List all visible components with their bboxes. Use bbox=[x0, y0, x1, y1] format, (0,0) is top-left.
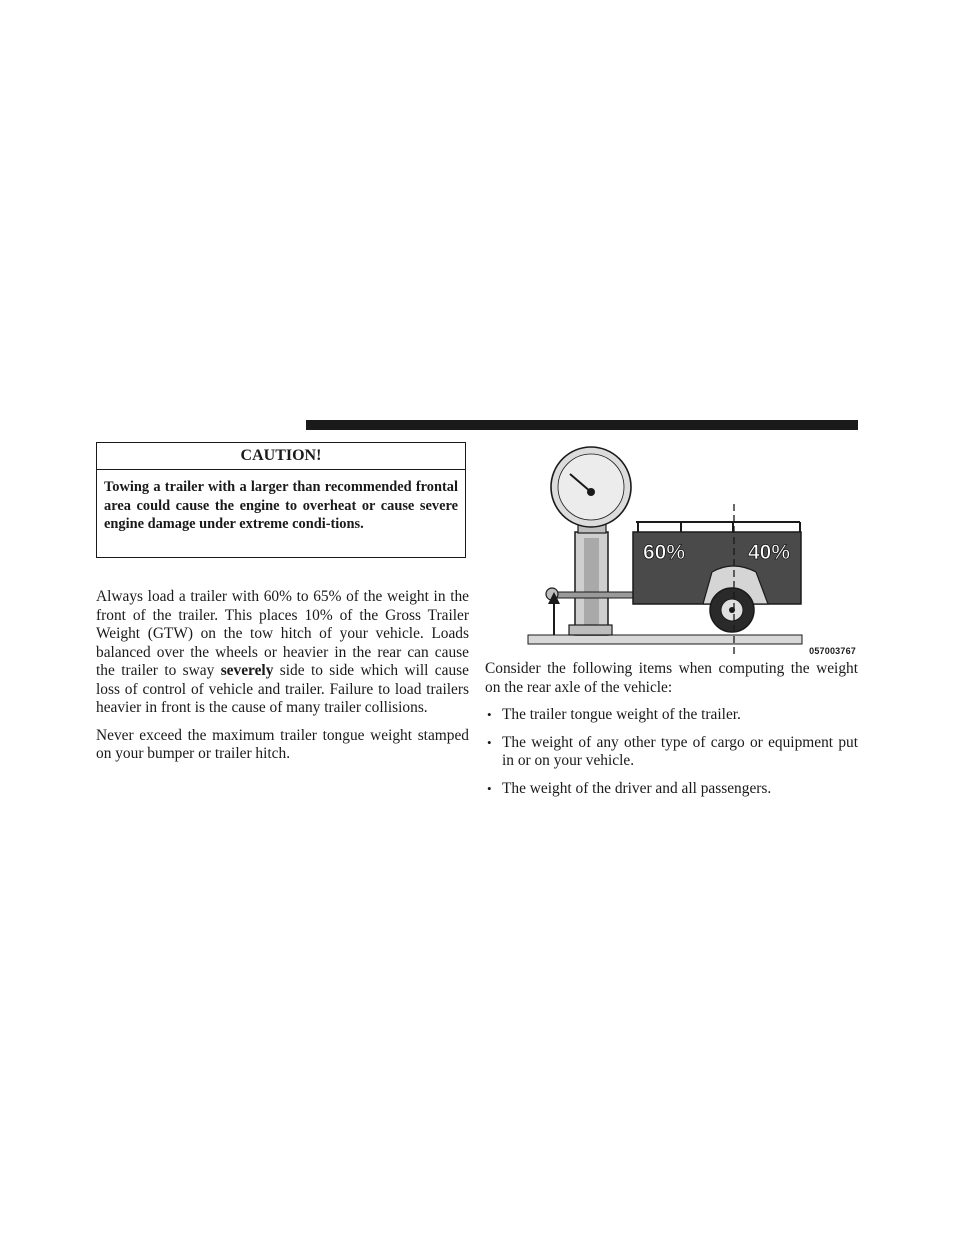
trailer-diagram bbox=[518, 442, 858, 660]
rear-axle-items bbox=[485, 706, 858, 798]
right-column bbox=[485, 660, 858, 807]
front-percent-label: 60% bbox=[643, 541, 686, 564]
rear-percent-label: 40% bbox=[748, 541, 791, 564]
caution-text: Towing a trailer with a larger than recommended frontal area could cause the engine to overheat or cause severe engine damage under extreme condi-tions. bbox=[104, 479, 458, 533]
trailer-tongue bbox=[556, 592, 636, 598]
emphasis-severely: severely bbox=[220, 662, 274, 679]
trailer-weight-illustration bbox=[518, 442, 858, 660]
list-item: • The weight of the driver and all passengers. bbox=[487, 779, 772, 797]
ground-strip bbox=[528, 635, 802, 644]
left-column bbox=[96, 588, 469, 773]
tongue-weight-paragraph: Never exceed the maximum trailer tongue weight stamped on your bumper or trailer hitch. bbox=[96, 726, 469, 762]
list-item: • The trailer tongue weight of the trailer. bbox=[487, 706, 741, 723]
header-rule bbox=[306, 420, 858, 430]
loading-paragraph: Always load a trailer with 60% to 65% of the weight in the front of the trailer. This places 10% of the Gross Trailer Weight (GTW) on the tow hitch of your vehicle. Loads balanced over the wheels or heavier in the rear can cause the trailer to sway severely side to side which will cause loss of control of vehicle and trailer. Failure to load trailers heavier in front is the cause of many trailer collisions. bbox=[96, 588, 469, 716]
figure-code: 057003767 bbox=[809, 646, 856, 656]
caution-title: CAUTION! bbox=[97, 443, 465, 470]
list-item: • The weight of any other type of cargo or equipment put in or on your vehicle. bbox=[487, 733, 858, 769]
caution-box bbox=[96, 442, 466, 558]
rear-axle-intro: Consider the following items when computing the weight on the rear axle of the vehicle: bbox=[485, 660, 858, 696]
scale-base bbox=[569, 625, 612, 635]
